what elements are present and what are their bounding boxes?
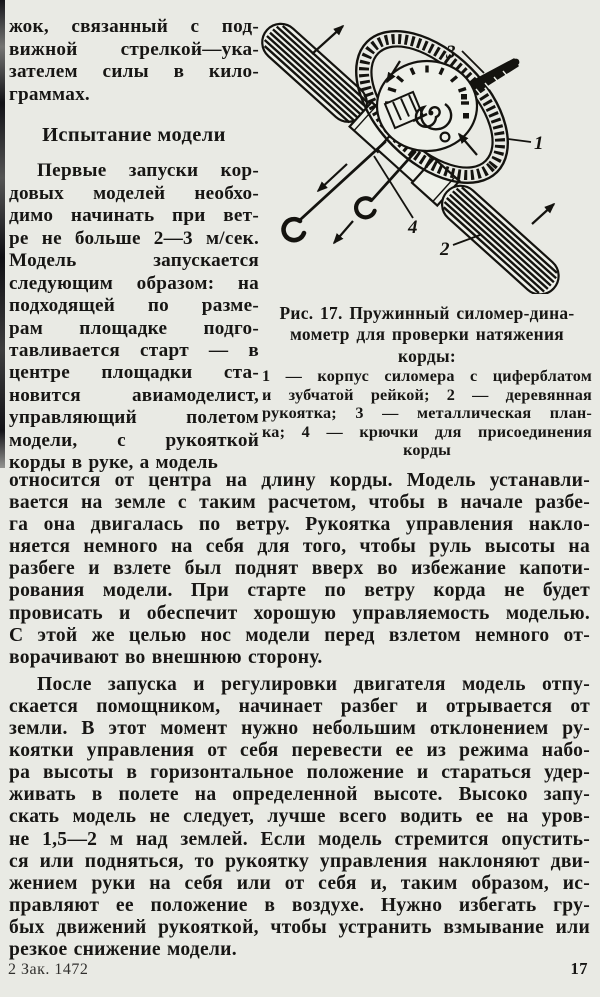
- figure-label-2: 2: [440, 239, 450, 260]
- figure-label-1: 1: [534, 133, 544, 154]
- text-line: ворачивают во внешнюю сторону.: [9, 646, 323, 668]
- text-line: центре площадки ста-: [9, 362, 259, 384]
- text-line: резкое снижение модели.: [9, 938, 237, 960]
- text-line: бых движений рукояткой, чтобы устранить взмывание или: [9, 916, 590, 938]
- text-line: корды:: [398, 345, 456, 366]
- text-line: правляют ее положение в воздухе. Нужно избегать гру-: [9, 894, 590, 916]
- text-line: рам площадке подго-: [9, 317, 259, 339]
- hook-left-icon: [284, 219, 304, 240]
- text-line: земли. В этот момент нужно небольшим отклонением ру-: [9, 718, 590, 740]
- figure-17-illustration: [255, 2, 600, 294]
- text-line: скать модель не следует, лучше всего водить ее на уров-: [9, 806, 590, 828]
- text-line: Первые запуски кор-: [37, 160, 259, 182]
- figure-caption: [262, 303, 592, 367]
- text-line: не 1,5—2 м над землей. Если модель стремится опустить-: [9, 828, 590, 850]
- text-line: жением руки на себя или от себя и, таким образом, ис-: [9, 872, 590, 894]
- text-line: ся или подняться, то рукоятку управления наклоняют дви-: [9, 850, 590, 872]
- page-footer: [8, 959, 588, 979]
- text-line: жок, связанный с под-: [9, 16, 259, 37]
- text-line: га она двигалась по ветру. Рукоятка управления накло-: [9, 514, 590, 536]
- hook-right-icon: [356, 198, 375, 217]
- text-line: граммах.: [9, 83, 90, 105]
- text-line: С этой же целью нос модели перед взлетом немного от-: [9, 624, 590, 646]
- text-line: коятки управления от себя перевести ее из режима набо-: [9, 740, 590, 762]
- section-heading: Испытание модели: [42, 124, 226, 147]
- text-line: рования модели. При старте по ветру корда не будет: [9, 580, 590, 602]
- text-line: няется немного на себя для того, чтобы руль высоты на: [9, 536, 590, 558]
- text-line: рукоятка; 3 — металлическая план-: [262, 404, 592, 422]
- text-line: корды в руке, а модель: [9, 452, 219, 474]
- text-line: модели, с рукояткой: [9, 429, 259, 451]
- arrow-up-right-bottom: [532, 204, 554, 224]
- dynamometer-drawing: [255, 2, 600, 294]
- paragraph-first-launches: [9, 160, 259, 474]
- text-line: тавливается старт — в: [9, 340, 259, 361]
- text-line: Рис. 17. Пружинный силомер-дина-: [279, 303, 575, 323]
- left-text-column: [9, 16, 259, 475]
- hook-rod-left: [301, 142, 385, 219]
- arrow-dial-lower: [459, 134, 477, 155]
- printer-signature: 2 Зак. 1472: [8, 961, 89, 978]
- paragraph-continuation: [9, 16, 259, 106]
- text-line: вается на земле с таким расчетом, чтобы в начале разбе-: [9, 492, 590, 514]
- text-line: ре не больше 2—3 м/сек.: [9, 227, 259, 249]
- text-line: и зубчатой рейкой; 2 — деревянная: [262, 385, 592, 404]
- figure-legend: [262, 367, 592, 460]
- scan-gutter-shadow: [0, 0, 5, 468]
- text-line: зателем силы в кило-: [9, 61, 259, 83]
- main-text-block: [9, 470, 590, 961]
- text-line: мометр для проверки натяжения: [290, 324, 564, 345]
- leader-1: [508, 139, 531, 142]
- text-line: После запуска и регулировки двигателя модель отпу-: [37, 673, 590, 695]
- text-line: 1 — корпус силомера с циферблатом: [262, 367, 592, 385]
- text-line: подходящей по разме-: [9, 295, 259, 317]
- text-line: управляющий полетом: [9, 407, 259, 429]
- text-line: следующим образом: на: [9, 272, 259, 294]
- arrow-down-left-bottom: [334, 221, 353, 243]
- text-line: скается помощником, начинает разбег и отрывается от: [9, 695, 590, 717]
- text-line: ка; 4 — крючки для присоединения: [262, 422, 592, 441]
- paragraph-model-setup: [9, 470, 590, 669]
- wooden-handle-lower: [434, 178, 566, 294]
- arrow-down-left-mid: [318, 164, 347, 191]
- text-line: провисать и обеспечит хорошую управляемость моделью.: [9, 602, 590, 624]
- page-number: 17: [570, 959, 588, 978]
- text-line: относится от центра на длину корды. Модель устанавли-: [9, 470, 590, 491]
- text-line: корды: [403, 441, 451, 459]
- text-line: живать в полете на определенной высоте. Высоко запу-: [9, 784, 590, 806]
- text-line: вижной стрелкой—ука-: [9, 38, 259, 60]
- text-line: димо начинать при вет-: [9, 205, 259, 227]
- figure-label-3: 3: [446, 42, 456, 63]
- figure-label-4: 4: [408, 217, 418, 238]
- text-line: разбеге и взлете был поднят вверх во избежание капоти-: [9, 558, 590, 580]
- paragraph-after-launch: [9, 674, 590, 961]
- text-line: Модель запускается: [9, 250, 259, 272]
- text-line: ра высоты в горизонтальное положение и стараться удер-: [9, 762, 590, 784]
- text-line: довых моделей необхо-: [9, 182, 259, 204]
- text-line: новится авиамоделист,: [9, 384, 259, 406]
- arrow-up-right-top: [312, 26, 343, 54]
